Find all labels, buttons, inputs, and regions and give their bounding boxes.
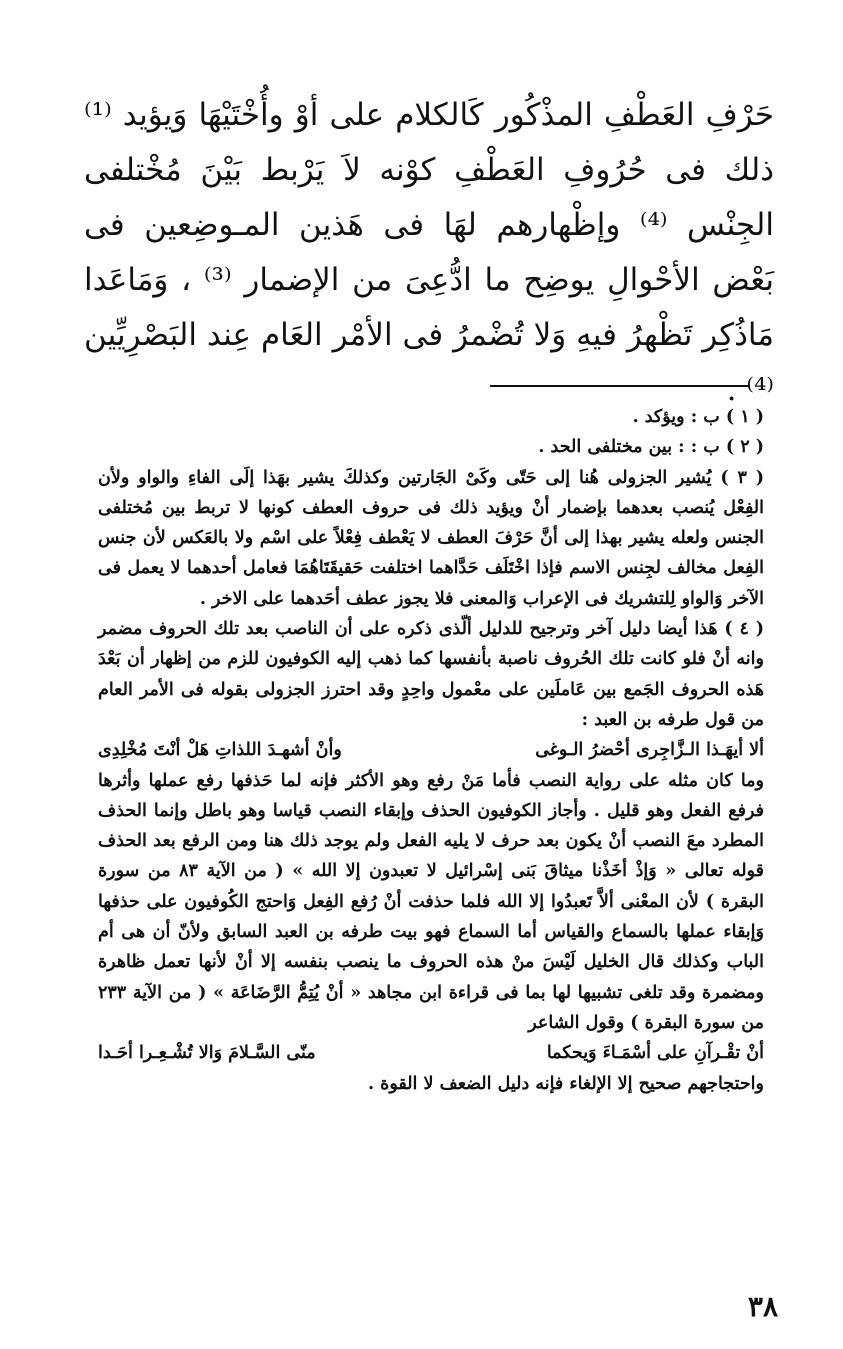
- poetry-verse-1: [98, 735, 764, 765]
- footnote-2: ( ٢ ) ب : : بين مختلفى الحد .: [538, 437, 764, 458]
- page-number: ٣٨: [747, 1290, 778, 1323]
- main-text-block: [84, 88, 774, 418]
- footnote-4: ( ٤ ) هَذا أيضا دليل آخر وترجيح للدليل ألّذى ذكره على أن الناصب بعد تلك الحروف مضمر وانه أنْ فلو كانت تلك الحُروف ناصبة بأنفسها كما ذهب إليه الكوفيون للزم من إظهار أن بَعْدَ هَذه الحروف الجَمع بين عَاملَين على معْمول واحِدٍ وقد احترز الجزولى بقوله فى الأمر العام من قول طرفه بن العبد :: [98, 619, 764, 730]
- verse-2-second-hemistich: منّى السَّـلامَ وَالا تُشْـعِـرا أحَـدا: [98, 1043, 316, 1064]
- main-paragraph: حَرْفِ العَطْفِ المذْكُور كَالكلام على أوْ وأُخْتَيْهَا وَيؤيد ⁽¹⁾ ذلك فى حُرُوفِ العَطْفِ كوْنه لاَ يَرْبط بَيْنَ مُخْتلفى الجِنْس ⁽⁴⁾ وإظْهارهم لهَا فى هَذين المـوضِعين فى بَعْض الأحْوالِ يوضِح ما ادُّعِىَ من الإضمار ⁽³⁾ ، وَمَاعَدا مَاذُكِر تَظْهرُ فيهِ وَلا تُضْمرُ فى الأمْر العَام عِند البَصْرِيِّين ⁽⁴⁾ .: [84, 97, 774, 408]
- footnote-1: ( ١ ) ب : ويؤكد .: [632, 407, 764, 427]
- verse-1-second-hemistich: وأنْ أشهـدَ اللذاتِ هَلْ أنْتَ مُخْلِدِى: [98, 740, 342, 761]
- footnote-3: ( ٣ ) يُشير الجزولى هُنا إلى حَتّى وكَىْ الجَارتين وكذلكَ يشير بهَذا إلَى الفاءِ والواو ولأن الفِعْل يُنصب بعدهما بإضمار أنْ ويؤيد ذلك فى حروف العطف كونها لا تربط بين مُختلفى الجنس ولعله يشير بهذا إلى أنَّ حَرْفَ العطف لا يَعْطف فِعْلاً على اسْم ولا بالعَكس لأن جنس الفِعل مخالف لجِنس الاسم فإذا اخْتَلَف حَدَّاهما اختلفت حَقيقَتَاهُمَا فعامل أحدهما لا يعمل فى الآخر وَالواو لِلتشريك فى الإعراب وَالمعنى فلا يجوز عطف أحَدهما على الاخر .: [98, 467, 764, 609]
- footnote-commentary: وما كان مثله على رواية النصب فأما مَنْ رفع وهو الأكثر فإنه لما حَذفها رفع عملها وأثرها فرفع الفعل وهو قليل . وأجاز الكوفيون الحذف وإبقاء النصب قياسا وهو باطل وإنما الحذف المطرد معَ النصب أنْ يكون بعد حرف لا يليه الفعل ولم يوجد ذلك هنا ومن الرفع بعد الحذف قوله تعالى « وَإذْ أخَذْنا ميثاقَ بَنى إسْرائيل لا تعبدون إلا الله » ( من الآية ٨٣ من سورة البقرة ) لأن المعْنى ألاَّ تَعبدُوا إلا الله فلما حذفت أنْ رُفع الفِعل وَاحتج الكُوفيون على حذفها وَإبقاء عملها بالسماع والقياس أما السماع فهو بيت طرفه بن العبد السابق ولأنّ أن هى أم الباب وكذلك قال الخليل لَيْسَ منْ هذه الحروف ما ينصب بنفسه إلا أنْ لأنها تعمل ظاهرة ومضمرة وقد تلغى تشبيها لها بما فى قراءة ابن مجاهد « أنْ يُتِمُّ الرَّضَاعَة » ( من الآية ٢٣٣ من سورة البقرة ) وقول الشاعر: [98, 770, 764, 1033]
- footnote-divider: [490, 385, 750, 387]
- poetry-verse-2: [98, 1038, 764, 1068]
- verse-1-first-hemistich: ألا أيهَـذا الـزَّاجِرى أحْضرُ الـوغى: [535, 740, 764, 761]
- footnotes-block: [98, 402, 764, 1099]
- footnote-closing: واحتجاجهم صحيح إلا الإلغاء فإنه دليل الضعف لا القوة .: [367, 1073, 764, 1094]
- verse-2-first-hemistich: أنْ تقْـرآنِ على أسْمَـاءَ وَيحكما: [546, 1043, 764, 1064]
